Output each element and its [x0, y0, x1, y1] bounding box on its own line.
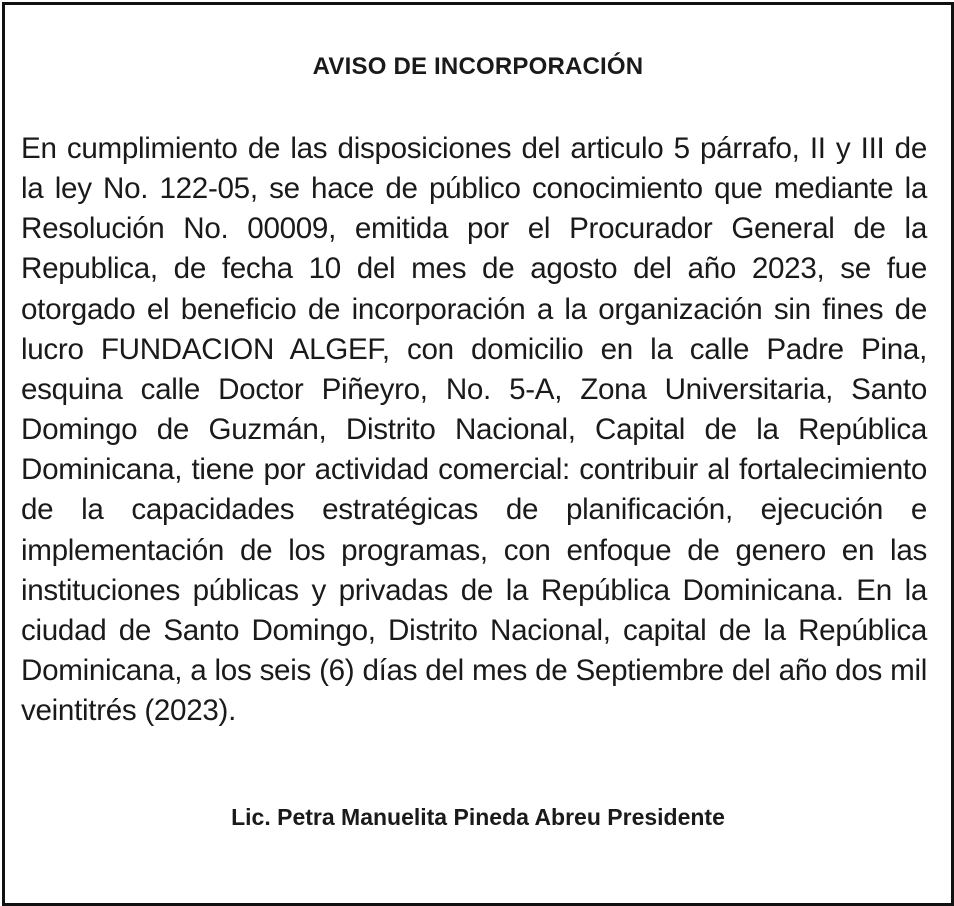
notice-signature: Lic. Petra Manuelita Pineda Abreu Presidente [231, 804, 725, 830]
notice-title: AVISO DE INCORPORACIÓN [312, 53, 644, 80]
notice-body: En cumplimiento de las disposiciones del articulo 5 párrafo, II y III de la ley No. 122-05, se hace de público conocimiento que mediante la Resolución No. 00009, emitida por el Procurador General de la Republica, de fecha 10 del mes de agosto del año 2023, se fue otorgado el beneficio de incorporación a la organización sin fines de lucro FUNDACION ALGEF, con domicilio en la calle Padre Pina, esquina calle Doctor Piñeyro, No. 5-A, Zona Universitaria, Santo Domingo de Guzmán, Distrito Nacional, Capital de la República Dominicana, tiene por actividad comercial: contribuir al fortalecimiento de la capacidades estratégicas de planificación, ejecución e implementación de los programas, con enfoque de genero en las instituciones públicas y privadas de la República Dominicana. En la ciudad de Santo Domingo, Distrito Nacional, capital de la República Dominicana, a los seis (6) días del mes de Septiembre del año dos mil veintitrés (2023). [21, 132, 927, 728]
notice-frame [2, 2, 954, 906]
